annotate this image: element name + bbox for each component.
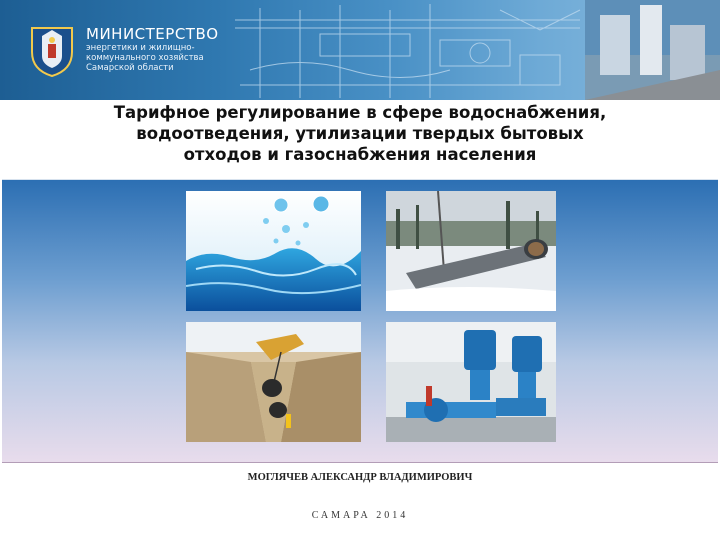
water-splash-photo: [186, 191, 361, 311]
city-and-year: САМАРА 2014: [311, 510, 409, 521]
ministry-subtitle-line-1: энергетики и жилищно-: [86, 43, 195, 53]
ministry-title: МИНИСТЕРСТВО: [86, 25, 219, 43]
ministry-subtitle-line-2: коммунального хозяйства: [86, 53, 204, 63]
slide-title-line-3: отходов и газоснабжения населения: [183, 145, 537, 164]
author-name: МОГЛЯЧЕВ АЛЕКСАНДР ВЛАДИМИРОВИЧ: [247, 472, 473, 483]
slide-title: [60, 102, 660, 165]
coat-of-arms-icon: [28, 22, 76, 78]
ministry-subtitle-line-3: Самарской области: [86, 63, 174, 73]
photo-panel: [2, 179, 718, 463]
ministry-name-block: [86, 26, 219, 73]
header-banner: [0, 0, 720, 100]
slide-title-line-2: водоотведения, утилизации твердых бытовых: [136, 124, 584, 143]
pipeline-in-snow-photo: [386, 191, 556, 311]
pipe-laying-in-trench-photo: [186, 322, 361, 442]
slide-title-line-1: Тарифное регулирование в сфере водоснабжения,: [113, 103, 607, 122]
blue-water-pumps-photo: [386, 322, 556, 442]
